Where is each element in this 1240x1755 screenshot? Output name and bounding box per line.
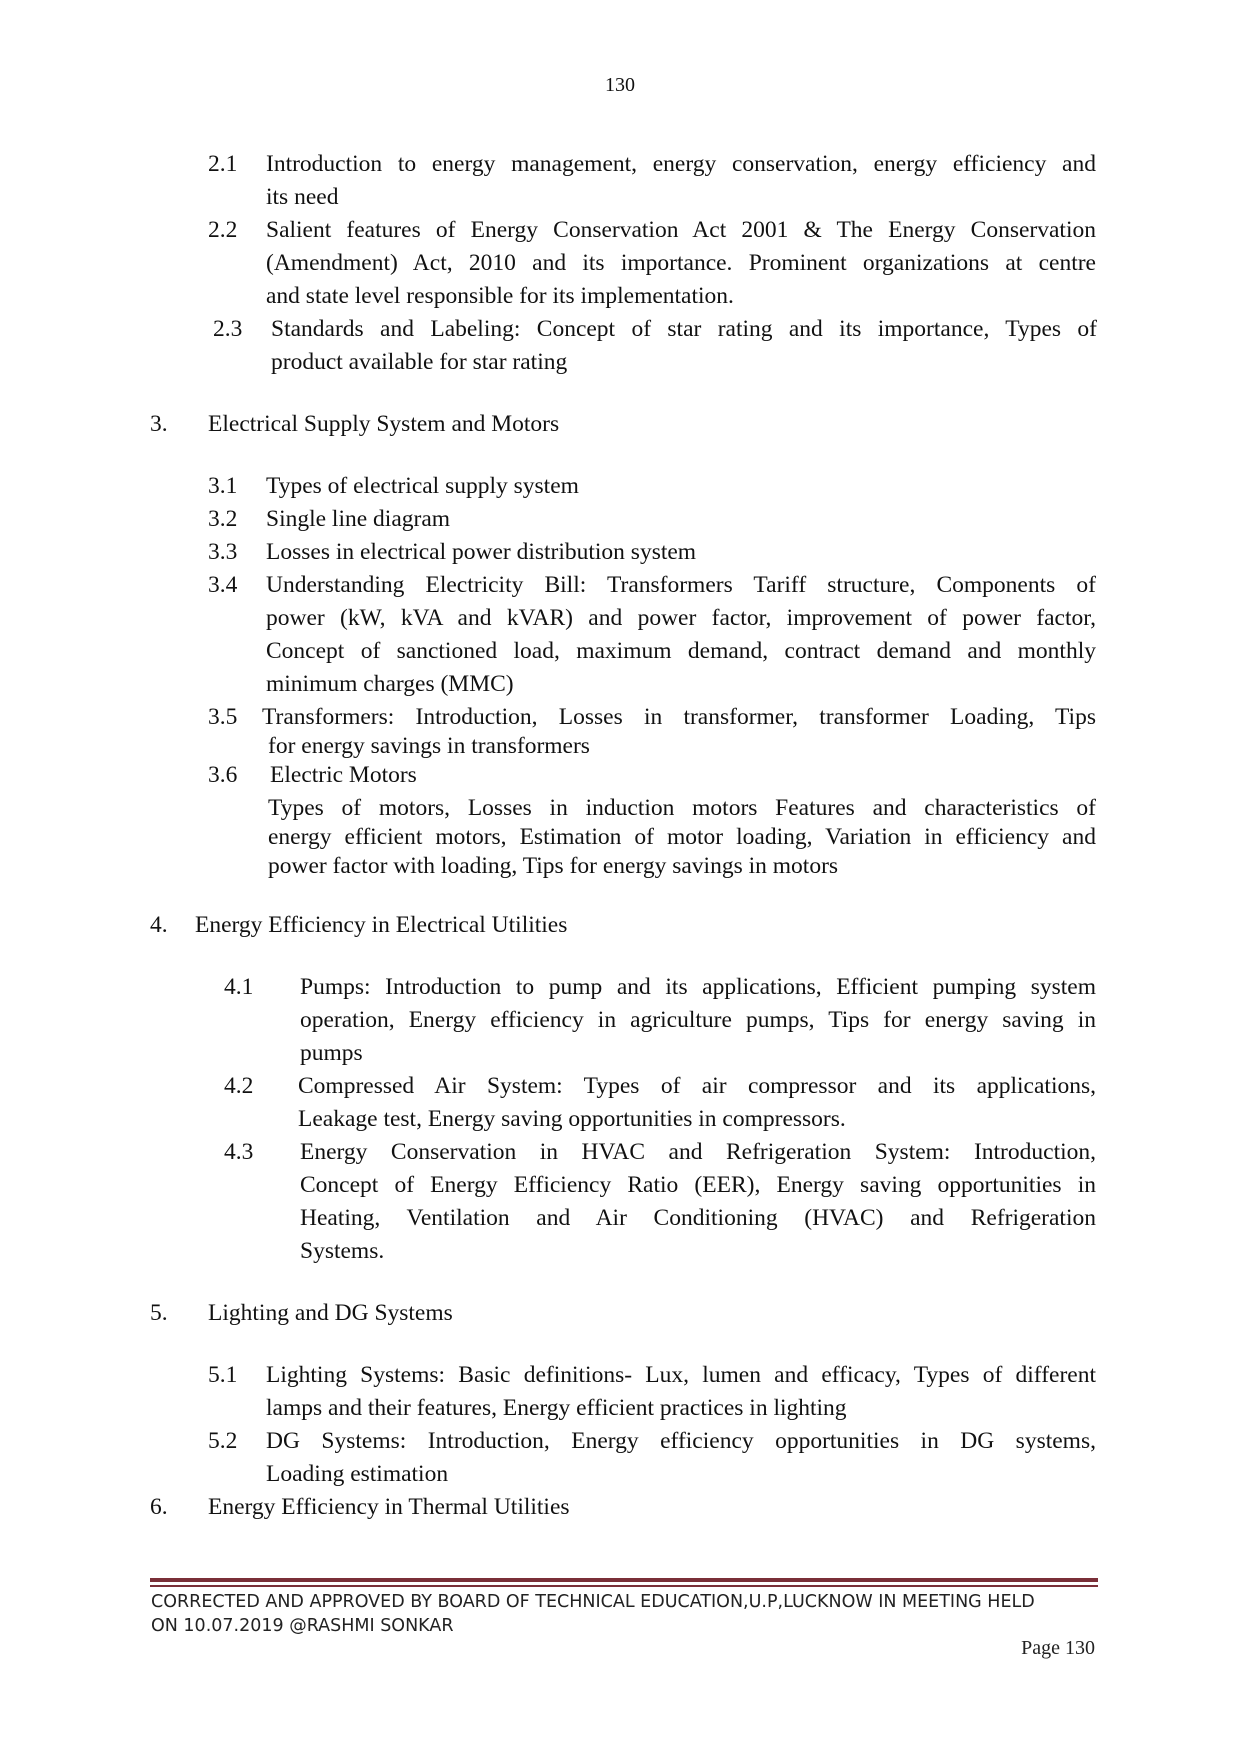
section-text-line: Electric Motors xyxy=(270,762,417,788)
footer-rule-thick xyxy=(150,1578,1098,1582)
section-text-line: lamps and their features, Energy efficient practices in lighting xyxy=(266,1395,847,1421)
section-text-line: Introduction to energy management, energy conservation, energy efficiency and xyxy=(266,151,1096,177)
section-text-line: Standards and Labeling: Concept of star rating and its importance, Types of xyxy=(271,316,1097,342)
section-text-line: energy efficient motors, Estimation of motor loading, Variation in efficiency and xyxy=(268,824,1096,850)
section-number: 3.3 xyxy=(208,539,238,565)
section-number: 3. xyxy=(150,411,168,437)
section-text-line: (Amendment) Act, 2010 and its importance. Prominent organizations at centre xyxy=(266,250,1096,276)
section-number: 5.1 xyxy=(208,1362,238,1388)
section-text-line: Energy Conservation in HVAC and Refrigeration System: Introduction, xyxy=(300,1139,1096,1165)
section-number: 4.2 xyxy=(224,1073,254,1099)
section-number: 2.3 xyxy=(213,316,243,342)
footer-rule-thin xyxy=(150,1585,1098,1587)
section-text-line: power (kW, kVA and kVAR) and power factor, improvement of power factor, xyxy=(266,605,1096,631)
section-number: 3.2 xyxy=(208,506,238,532)
section-number: 5. xyxy=(150,1300,168,1326)
section-number: 4. xyxy=(150,912,168,938)
section-text-line: product available for star rating xyxy=(271,349,568,375)
section-text-line: Compressed Air System: Types of air compressor and its applications, xyxy=(298,1073,1096,1099)
footer-page-number: Page 130 xyxy=(1021,1637,1095,1659)
section-text-line: for energy savings in transformers xyxy=(268,733,590,759)
section-number: 6. xyxy=(150,1494,168,1520)
section-number: 3.4 xyxy=(208,572,238,598)
section-number: 3.1 xyxy=(208,473,238,499)
section-text-line: Understanding Electricity Bill: Transformers Tariff structure, Components of xyxy=(266,572,1096,598)
section-text-line: Types of motors, Losses in induction motors Features and characteristics of xyxy=(268,795,1096,821)
section-text-line: Concept of Energy Efficiency Ratio (EER), Energy saving opportunities in xyxy=(300,1172,1096,1198)
section-text-line: and state level responsible for its implementation. xyxy=(266,283,734,309)
section-text-line: DG Systems: Introduction, Energy efficiency opportunities in DG systems, xyxy=(266,1428,1096,1454)
section-text-line: power factor with loading, Tips for energy savings in motors xyxy=(268,853,839,879)
section-text-line: Lighting Systems: Basic definitions- Lux, lumen and efficacy, Types of different xyxy=(266,1362,1096,1388)
section-text-line: minimum charges (MMC) xyxy=(266,671,514,697)
footer-line-1: CORRECTED AND APPROVED BY BOARD OF TECHNICAL EDUCATION,U.P,LUCKNOW IN MEETING HELD xyxy=(151,1592,1035,1612)
section-heading: Lighting and DG Systems xyxy=(208,1300,453,1326)
section-text-line: Types of electrical supply system xyxy=(266,473,579,499)
section-number: 2.2 xyxy=(208,217,238,243)
section-text-line: Pumps: Introduction to pump and its applications, Efficient pumping system xyxy=(300,974,1096,1000)
section-text-line: Single line diagram xyxy=(266,506,451,532)
section-text-line: Systems. xyxy=(300,1238,385,1264)
section-text-line: Loading estimation xyxy=(266,1461,449,1487)
section-number: 5.2 xyxy=(208,1428,238,1454)
section-text-line: Losses in electrical power distribution system xyxy=(266,539,697,565)
section-heading: Electrical Supply System and Motors xyxy=(208,411,560,437)
section-text-line: operation, Energy efficiency in agriculture pumps, Tips for energy saving in xyxy=(300,1007,1096,1033)
section-number: 3.6 xyxy=(208,762,238,788)
section-text-line: Concept of sanctioned load, maximum demand, contract demand and monthly xyxy=(266,638,1096,664)
footer-line-2: ON 10.07.2019 @RASHMI SONKAR xyxy=(151,1616,454,1636)
section-text-line: its need xyxy=(266,184,339,210)
section-text-line: Salient features of Energy Conservation Act 2001 & The Energy Conservation xyxy=(266,217,1096,243)
section-number: 2.1 xyxy=(208,151,238,177)
section-text-line: Leakage test, Energy saving opportunities in compressors. xyxy=(298,1106,846,1132)
section-heading: Energy Efficiency in Thermal Utilities xyxy=(208,1494,570,1520)
page-number-top: 130 xyxy=(605,74,635,96)
section-text-line: pumps xyxy=(300,1040,363,1066)
section-number: 4.3 xyxy=(224,1139,254,1165)
section-text-line: Heating, Ventilation and Air Conditioning (HVAC) and Refrigeration xyxy=(300,1205,1096,1231)
section-heading: Energy Efficiency in Electrical Utilities xyxy=(195,912,568,938)
section-text-line: Transformers: Introduction, Losses in transformer, transformer Loading, Tips xyxy=(262,704,1096,730)
section-number: 4.1 xyxy=(224,974,254,1000)
footer-note xyxy=(151,1590,1101,1638)
section-number: 3.5 xyxy=(208,704,238,730)
